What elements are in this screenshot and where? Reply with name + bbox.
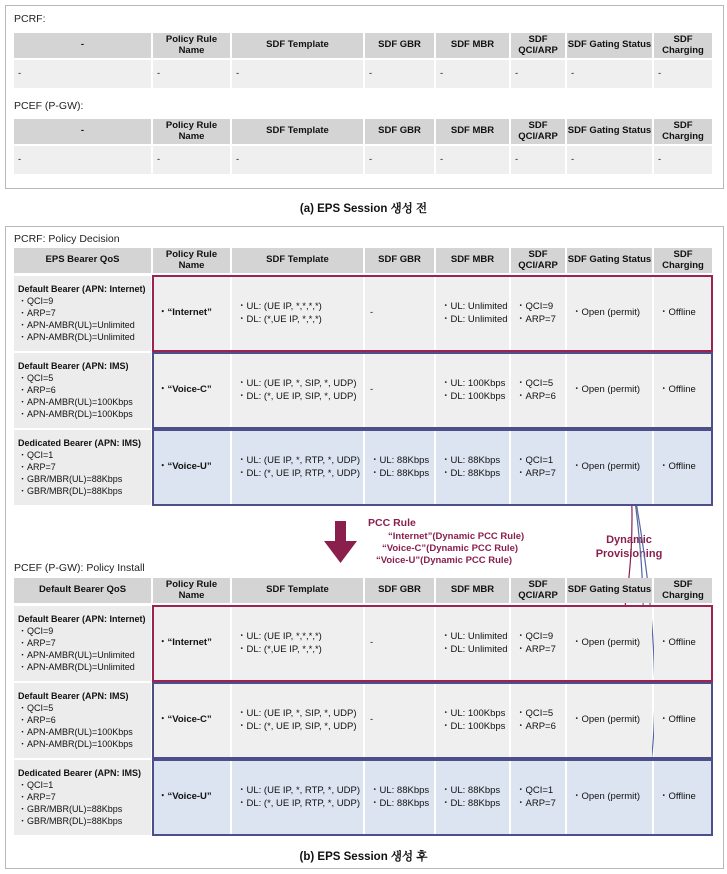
after-pcef-bearer-1 (14, 683, 151, 758)
cell-line: ・DL: 88Kbps (370, 467, 430, 479)
dynamic-label-line-2: Provisioning (595, 547, 663, 560)
before-pcef-header-3: SDF GBR (365, 119, 434, 144)
cell-line: ・QCI=1 (516, 455, 554, 467)
bearer-line: ・ARP=7 (18, 462, 56, 473)
before-pcrf-cell-2: - (232, 60, 363, 88)
cell-line: ・DL: (*, UE IP, SIP, *, UDP) (237, 390, 357, 402)
before-pcef-label: PCEF (P-GW): (14, 100, 84, 112)
before-pcrf-header-4: SDF MBR (436, 33, 509, 58)
after-pcef-qci-1 (511, 683, 565, 758)
before-pcrf-cell-5: - (511, 60, 565, 88)
bearer-line: ・APN-AMBR(UL)=Unlimited (18, 319, 135, 330)
bearer-line: ・GBR/MBR(UL)=88Kbps (18, 803, 123, 814)
cell-line: ・ARP=7 (516, 467, 556, 479)
after-pcrf-header-5: SDF QCI/ARP (511, 248, 565, 273)
after-pcef-header-5: SDF QCI/ARP (511, 578, 565, 603)
after-pcrf-header-3: SDF GBR (365, 248, 434, 273)
after-pcrf-gating-0: ・Open (permit) (567, 276, 652, 351)
bearer-line: ・APN-AMBR(DL)=100Kbps (18, 738, 133, 749)
after-pcrf-qci-0 (511, 276, 565, 351)
bearer-line: ・QCI=5 (18, 373, 54, 384)
cell-line: - (370, 637, 374, 649)
cell-line: ・QCI=9 (516, 631, 554, 643)
after-pcrf-rule-0: ・“Internet” (153, 276, 230, 351)
cell-line: ・QCI=1 (516, 785, 554, 797)
after-pcef-mbr-0 (436, 606, 509, 681)
before-pcef-header-1: Policy Rule Name (153, 119, 230, 144)
cell-line: ・ARP=6 (516, 390, 556, 402)
after-caption: (b) EPS Session 생성 후 (299, 851, 428, 863)
after-pcrf-bearer-1 (14, 353, 151, 428)
cell-line: ・QCI=9 (516, 301, 554, 313)
after-pcrf-header-1: Policy Rule Name (153, 248, 230, 273)
bearer-line: ・QCI=9 (18, 626, 54, 637)
after-pcef-gating-0: ・Open (permit) (567, 606, 652, 681)
pcc-rule-line-1: “Internet”(Dynamic PCC Rule) (388, 530, 525, 542)
cell-line: ・QCI=5 (516, 378, 554, 390)
before-pcrf-cell-7: - (654, 60, 712, 88)
bearer-line: ・ARP=7 (18, 792, 56, 803)
pcc-rule-line-3: “Voice-U”(Dynamic PCC Rule) (376, 555, 513, 567)
bearer-line: ・GBR/MBR(DL)=88Kbps (18, 815, 123, 826)
bearer-line: ・ARP=6 (18, 385, 56, 396)
after-pcrf-header-4: SDF MBR (436, 248, 509, 273)
before-pcrf-cell-3: - (365, 60, 434, 88)
bearer-title: Default Bearer (APN: IMS) (18, 690, 129, 701)
after-pcef-qci-0 (511, 606, 565, 681)
after-pcef-header-2: SDF Template (232, 578, 363, 603)
after-pcrf-rule-1: ・“Voice-C” (153, 353, 230, 428)
dynamic-label-line-1: Dynamic (606, 534, 652, 546)
bearer-title: Default Bearer (APN: Internet) (18, 613, 146, 624)
bearer-line: ・ARP=6 (18, 715, 56, 726)
cell-line: ・UL: (UE IP, *,*,*,*) (237, 301, 322, 313)
bearer-line: ・QCI=5 (18, 703, 54, 714)
before-pcrf-header-6: SDF Gating Status (567, 33, 652, 58)
after-pcrf-mbr-1 (436, 353, 509, 428)
after-pcrf-charging-0: ・Offline (654, 276, 712, 351)
after-pcef-mbr-1 (436, 683, 509, 758)
cell-line: ・ARP=7 (516, 797, 556, 809)
after-pcrf-gbr-0 (365, 276, 434, 351)
after-pcef-bearer-0 (14, 606, 151, 681)
after-pcef-gating-2: ・Open (permit) (567, 760, 652, 835)
before-pcef-cell-7: - (654, 146, 712, 174)
bearer-line: ・APN-AMBR(UL)=100Kbps (18, 396, 133, 407)
cell-line: ・UL: (UE IP, *, RTP, *, UDP) (237, 455, 361, 467)
bearer-title: Default Bearer (APN: Internet) (18, 283, 146, 294)
before-pcef-header-7: SDF Charging (654, 119, 712, 144)
cell-line: ・UL: 100Kbps (441, 378, 506, 390)
after-pcef-rule-0: ・“Internet” (153, 606, 230, 681)
after-pcrf-charging-1: ・Offline (654, 353, 712, 428)
cell-line: ・ARP=7 (516, 313, 556, 325)
after-pcef-charging-0: ・Offline (654, 606, 712, 681)
before-caption: (a) EPS Session 생성 전 (299, 203, 428, 215)
cell-line: ・DL: 88Kbps (441, 467, 501, 479)
bearer-title: Default Bearer (APN: IMS) (18, 360, 129, 371)
bearer-line: ・GBR/MBR(UL)=88Kbps (18, 473, 123, 484)
after-pcrf-mbr-0 (436, 276, 509, 351)
cell-line: ・UL: 100Kbps (441, 708, 506, 720)
bearer-line: ・APN-AMBR(DL)=100Kbps (18, 408, 133, 419)
before-pcef-cell-2: - (232, 146, 363, 174)
after-pcrf-bearer-0 (14, 276, 151, 351)
after-pcef-gbr-1 (365, 683, 434, 758)
after-pcrf-qci-2 (511, 430, 565, 505)
after-pcef-label: PCEF (P-GW): Policy Install (14, 562, 145, 574)
cell-line: ・UL: 88Kbps (370, 785, 430, 797)
cell-line: - (370, 384, 374, 396)
after-pcef-mbr-2 (436, 760, 509, 835)
cell-line: ・DL: (*, UE IP, RTP, *, UDP) (237, 797, 361, 809)
bearer-line: ・APN-AMBR(UL)=Unlimited (18, 649, 135, 660)
before-pcrf-header-5: SDF QCI/ARP (511, 33, 565, 58)
before-pcrf-header-0: - (14, 33, 151, 58)
bearer-line: ・QCI=1 (18, 780, 54, 791)
cell-line: ・UL: (UE IP, *, RTP, *, UDP) (237, 785, 361, 797)
after-pcef-gbr-2 (365, 760, 434, 835)
before-pcrf-cell-1: - (153, 60, 230, 88)
bearer-line: ・ARP=7 (18, 308, 56, 319)
after-pcrf-template-2 (232, 430, 363, 505)
before-pcrf-header-1: Policy Rule Name (153, 33, 230, 58)
cell-line: - (370, 307, 374, 319)
after-pcef-gbr-0 (365, 606, 434, 681)
pcc-rule-line-2: “Voice-C”(Dynamic PCC Rule) (382, 542, 519, 554)
before-pcef-header-4: SDF MBR (436, 119, 509, 144)
bearer-line: ・QCI=1 (18, 450, 54, 461)
bearer-line: ・ARP=7 (18, 638, 56, 649)
after-pcef-qci-2 (511, 760, 565, 835)
cell-line: ・UL: (UE IP, *, SIP, *, UDP) (237, 708, 357, 720)
cell-line: ・DL: (*, UE IP, SIP, *, UDP) (237, 720, 357, 732)
after-pcef-bearer-2 (14, 760, 151, 835)
after-pcrf-gbr-1 (365, 353, 434, 428)
after-pcrf-gbr-2 (365, 430, 434, 505)
cell-line: ・DL: (*,UE IP, *,*,*) (237, 313, 322, 325)
cell-line: ・DL: 88Kbps (441, 797, 501, 809)
cell-line: ・QCI=5 (516, 708, 554, 720)
before-pcef-cell-4: - (436, 146, 509, 174)
cell-line: ・UL: 88Kbps (441, 785, 501, 797)
before-pcef-header-6: SDF Gating Status (567, 119, 652, 144)
cell-line: ・UL: (UE IP, *,*,*,*) (237, 631, 322, 643)
before-pcef-header-0: - (14, 119, 151, 144)
before-pcrf-cell-0: - (14, 60, 151, 88)
before-pcrf-cell-4: - (436, 60, 509, 88)
after-pcrf-charging-2: ・Offline (654, 430, 712, 505)
cell-line: ・UL: 88Kbps (441, 455, 501, 467)
after-pcrf-label: PCRF: Policy Decision (14, 233, 120, 245)
after-pcef-header-7: SDF Charging (654, 578, 712, 603)
after-pcrf-header-2: SDF Template (232, 248, 363, 273)
before-pcef-cell-5: - (511, 146, 565, 174)
after-pcef-header-4: SDF MBR (436, 578, 509, 603)
after-pcef-template-2 (232, 760, 363, 835)
pcc-rule-block (368, 517, 524, 568)
after-pcrf-template-1 (232, 353, 363, 428)
bearer-title: Dedicated Bearer (APN: IMS) (18, 767, 142, 778)
after-pcrf-bearer-2 (14, 430, 151, 505)
before-pcrf-label: PCRF: (14, 13, 46, 25)
after-pcrf-gating-1: ・Open (permit) (567, 353, 652, 428)
after-pcef-header-6: SDF Gating Status (567, 578, 652, 603)
before-pcrf-header-2: SDF Template (232, 33, 363, 58)
after-pcrf-template-0 (232, 276, 363, 351)
after-pcrf-header-7: SDF Charging (654, 248, 712, 273)
cell-line: ・ARP=6 (516, 720, 556, 732)
before-pcrf-header-3: SDF GBR (365, 33, 434, 58)
after-pcrf-gating-2: ・Open (permit) (567, 430, 652, 505)
after-pcef-header-3: SDF GBR (365, 578, 434, 603)
cell-line: ・DL: 88Kbps (370, 797, 430, 809)
after-pcef-header-1: Policy Rule Name (153, 578, 230, 603)
after-pcrf-qci-1 (511, 353, 565, 428)
bearer-line: ・APN-AMBR(UL)=100Kbps (18, 726, 133, 737)
after-pcef-template-0 (232, 606, 363, 681)
cell-line: ・DL: (*,UE IP, *,*,*) (237, 643, 322, 655)
cell-line: ・UL: Unlimited (441, 301, 508, 313)
after-pcef-header-0: Default Bearer QoS (14, 578, 151, 603)
before-pcrf-header-7: SDF Charging (654, 33, 712, 58)
dynamic-provisioning-label (590, 534, 668, 562)
cell-line: ・DL: 100Kbps (441, 720, 506, 732)
before-pcef-header-2: SDF Template (232, 119, 363, 144)
before-pcef-cell-1: - (153, 146, 230, 174)
before-pcef-cell-0: - (14, 146, 151, 174)
after-pcef-gating-1: ・Open (permit) (567, 683, 652, 758)
bearer-line: ・APN-AMBR(DL)=Unlimited (18, 331, 135, 342)
before-pcef-cell-6: - (567, 146, 652, 174)
after-pcef-charging-1: ・Offline (654, 683, 712, 758)
after-pcrf-header-0: EPS Bearer QoS (14, 248, 151, 273)
cell-line: ・DL: Unlimited (441, 643, 508, 655)
cell-line: ・DL: Unlimited (441, 313, 508, 325)
after-pcef-rule-1: ・“Voice-C” (153, 683, 230, 758)
after-pcrf-mbr-2 (436, 430, 509, 505)
after-pcrf-rule-2: ・“Voice-U” (153, 430, 230, 505)
bearer-line: ・GBR/MBR(DL)=88Kbps (18, 485, 123, 496)
after-pcef-template-1 (232, 683, 363, 758)
cell-line: ・DL: (*, UE IP, RTP, *, UDP) (237, 467, 361, 479)
cell-line: ・UL: 88Kbps (370, 455, 430, 467)
cell-line: ・DL: 100Kbps (441, 390, 506, 402)
bearer-line: ・QCI=9 (18, 296, 54, 307)
bearer-line: ・APN-AMBR(DL)=Unlimited (18, 661, 135, 672)
cell-line: - (370, 714, 374, 726)
cell-line: ・UL: Unlimited (441, 631, 508, 643)
before-pcef-header-5: SDF QCI/ARP (511, 119, 565, 144)
before-pcef-cell-3: - (365, 146, 434, 174)
before-pcrf-cell-6: - (567, 60, 652, 88)
bearer-title: Dedicated Bearer (APN: IMS) (18, 437, 142, 448)
after-pcef-rule-2: ・“Voice-U” (153, 760, 230, 835)
cell-line: ・UL: (UE IP, *, SIP, *, UDP) (237, 378, 357, 390)
cell-line: ・ARP=7 (516, 643, 556, 655)
after-pcrf-header-6: SDF Gating Status (567, 248, 652, 273)
after-pcef-charging-2: ・Offline (654, 760, 712, 835)
pcc-rule-title: PCC Rule (368, 517, 416, 529)
